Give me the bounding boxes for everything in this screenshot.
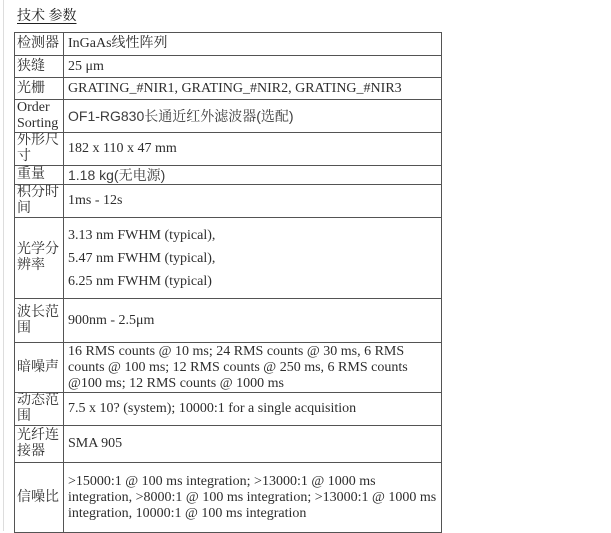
- row-value-optical-resolution: [64, 218, 442, 299]
- resolution-line-2: 5.47 nm FWHM (typical),: [68, 250, 216, 266]
- table-row: [15, 393, 442, 426]
- table-row: [15, 463, 442, 533]
- table-row: [15, 218, 442, 299]
- row-label-dimensions: 外形尺寸: [15, 133, 64, 166]
- row-value-weight: 1.18 kg(无电源): [64, 166, 442, 185]
- row-value-fiber-connector: SMA 905: [64, 426, 442, 463]
- table-row: [15, 185, 442, 218]
- row-value-slit: 25 μm: [64, 56, 442, 78]
- page-title: 技术 参数: [17, 9, 77, 24]
- row-value-grating: GRATING_#NIR1, GRATING_#NIR2, GRATING_#NIR3: [64, 78, 442, 100]
- table-row: [15, 33, 442, 56]
- row-value-dark-noise: 16 RMS counts @ 10 ms; 24 RMS counts @ 30 ms, 6 RMS counts @ 100 ms; 12 RMS counts @ 250 ms, 6 RMS counts @100 ms; 12 RMS counts @ 1000 ms: [64, 343, 442, 393]
- table-row: [15, 426, 442, 463]
- row-value-wavelength-range: 900nm - 2.5μm: [64, 299, 442, 343]
- table-row: [15, 100, 442, 133]
- row-value-integration-time: 1ms - 12s: [64, 185, 442, 218]
- table-row: [15, 299, 442, 343]
- row-label-integration-time: 积分时间: [15, 185, 64, 218]
- table-row: [15, 166, 442, 185]
- table-row: [15, 56, 442, 78]
- specs-table: [14, 32, 442, 533]
- row-label-wavelength-range: 波长范围: [15, 299, 64, 343]
- row-label-dynamic-range: 动态范围: [15, 393, 64, 426]
- row-label-slit: 狭缝: [15, 56, 64, 78]
- row-label-snr: 信噪比: [15, 463, 64, 533]
- row-value-dynamic-range: 7.5 x 10? (system); 10000:1 for a single acquisition: [64, 393, 442, 426]
- resolution-line-1: 3.13 nm FWHM (typical),: [68, 227, 216, 243]
- row-value-snr: >15000:1 @ 100 ms integration; >13000:1 @ 1000 ms integration, >8000:1 @ 100 ms integration; >13000:1 @ 1000 ms integration, 10000:1 @ 100 ms integration: [64, 463, 442, 533]
- row-value-dimensions: 182 x 110 x 47 mm: [64, 133, 442, 166]
- row-label-detector: 检测器: [15, 33, 64, 56]
- row-label-optical-resolution: 光学分辨率: [15, 218, 64, 299]
- row-label-grating: 光栅: [15, 78, 64, 100]
- row-label-weight: 重量: [15, 166, 64, 185]
- row-value-detector: InGaAs线性阵列: [64, 33, 442, 56]
- row-label-order-sorting: Order Sorting: [15, 100, 64, 133]
- page-edge-divider: [3, 0, 4, 531]
- table-row: [15, 133, 442, 166]
- table-row: [15, 343, 442, 393]
- row-label-fiber-connector: 光纤连接器: [15, 426, 64, 463]
- row-value-order-sorting: OF1-RG830长通近红外滤波器(选配): [64, 100, 442, 133]
- row-label-dark-noise: 暗噪声: [15, 343, 64, 393]
- resolution-line-3: 6.25 nm FWHM (typical): [68, 273, 212, 289]
- table-row: [15, 78, 442, 100]
